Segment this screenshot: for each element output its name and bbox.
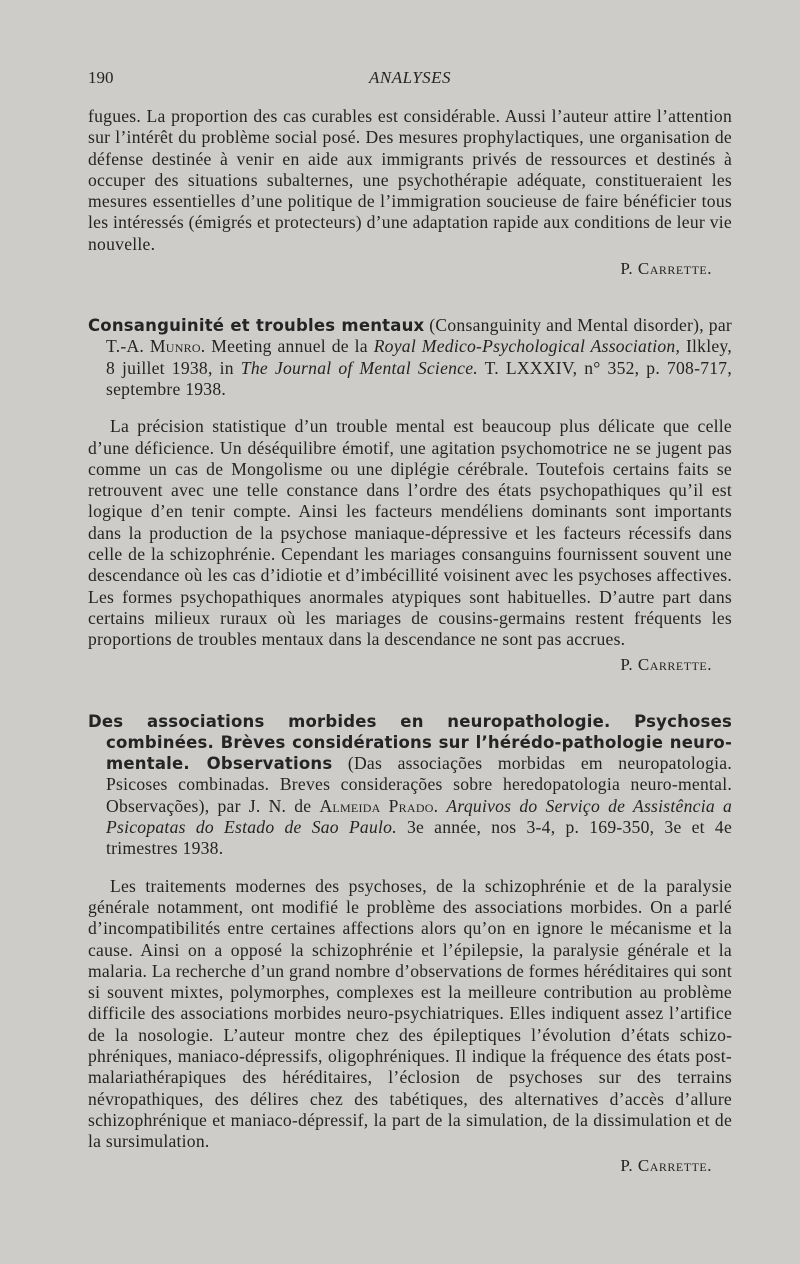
review-body: Les traitements modernes des psychoses, de la schizophrénie et de la paralysie générale notamment, ont modifié le problème des associations morbides. On a parlé d’incompatibilités entre certaines affections alors qu’on en ignore le mécanisme et la cause. Ainsi on a opposé la schizophrénie et l’épilepsie, la paralysie générale et la malaria. La recherche d’un grand nombre d’observations de formes héréditaires qui sont si souvent mixtes, polymorphes, complexes est la meilleure contribution au problème difficile des associations morbides neuro-psychiatriques. Elles indiquent assez l’artifice de la nosologie. L’auteur montre chez des épileptiques l’évolution d’états schizophréniques, maniaco-dépressifs, oligophréniques. Il indique la fréquence des états post-malariathérapiques des héréditaires, l’éclosion de psychoses sur des terrains névropathiques, des délires chez des tabétiques, des alternatives d’accès d’allure schizophrénique et maniaco-dépressif, la part de la simulation, de la dissimulation et de la sursimulation. <box>88 875 732 1152</box>
reference-author: Almeida Prado <box>319 795 434 816</box>
signature-name: Carrette. <box>637 1156 712 1176</box>
review-title: Consanguinité et troubles mentaux <box>88 316 425 336</box>
reference-text: T. LXXXIV, n° 352, p. 708-717, septembre 1938. <box>106 357 732 399</box>
reference-journal: Arquivos do Serviço de Assistência a Psicopatas do Estado de Sao Paulo. <box>106 795 732 838</box>
review-consanguinite <box>88 315 732 674</box>
intro-paragraph: fugues. La proportion des cas curables est considérable. Aussi l’auteur attire l’attention sur l’intérêt du problème social posé. Des mesures prophylactiques, une organisation de défense destinée à venir en aide aux immigrants privés de ressources et destinés à occuper des situations subalternes, une psychothérapie adéquate, constitueraient les mesures essentielles d’une politique de l’immigration soucieuse de faire bénéficier tous les intéressés (émigrés et protecteurs) d’une adaptation rapide aux conditions de leur vie nouvelle. <box>88 106 732 254</box>
review-signature <box>88 1156 712 1176</box>
signature-initial: P. <box>620 259 634 279</box>
review-reference <box>88 711 732 860</box>
page <box>88 68 732 1176</box>
signature-name: Carrette. <box>637 654 712 674</box>
reference-text: . <box>433 795 447 816</box>
review-body: La précision statistique d’un trouble mental est beaucoup plus délicate que celle d’une déficience. Un déséquilibre émotif, une agitation psychomotrice ne se jugent pas comme un cas de Mongolisme ou une diplégie cérébrale. Toutefois certains faits se retrouvent avec une telle constance dans l’ordre des états psychopathiques qu’il est logique d’en tenir compte. Ainsi les facteurs mendéliens dominants sont importants dans la production de la psychose maniaque-dépressive et les facteurs récessifs dans celle de la schizophrénie. Cependant les mariages consanguins fournissent souvent une descendance où les cas d’idiotie et d’imbécillité voisinent avec les psychoses affectives. Les formes psychopathiques anormales atypiques sont habituelles. D’autre part dans certains milieux ruraux où les mariages de cousins-germains restent fréquents les proportions de troubles mentaux dans la descendance ne sont pas accrues. <box>88 416 732 650</box>
reference-author: Munro <box>149 336 201 357</box>
reference-text: Ilkley, 8 juillet 1938, in <box>106 336 732 378</box>
review-signature <box>88 655 712 675</box>
running-head: ANALYSES <box>368 68 452 87</box>
reference-text: (Consanguinity and Mental disorder), par T.-A. <box>106 315 732 357</box>
signature-initial: P. <box>620 1156 634 1176</box>
reference-text: . Meeting annuel de la <box>200 336 374 357</box>
intro-signature <box>88 259 712 279</box>
reference-text: 3e année, nos 3-4, p. 169-350, 3e et 4e trimestres 1938. <box>106 817 733 859</box>
reference-journal: The Journal of Mental Science. <box>240 357 478 378</box>
review-reference <box>88 315 732 400</box>
signature-initial: P. <box>620 654 634 674</box>
review-associations-morbides <box>88 711 732 1177</box>
page-number: 190 <box>88 68 114 87</box>
review-title: Des associations morbides en neuropathologie. Psychoses combinées. Brèves considérations sur l’hérédo-pathologie neuro-mentale. Observations <box>88 711 732 774</box>
reference-journal: Royal Medico-Psychological Association, <box>373 336 681 357</box>
reference-text: (Das associações morbidas em neuropatologia. Psicoses combinadas. Breves considerações sobre heredopatologia neuro-mental. Observações), par J. N. de <box>106 753 732 816</box>
signature-name: Carrette. <box>637 259 712 279</box>
page-header <box>88 68 732 92</box>
